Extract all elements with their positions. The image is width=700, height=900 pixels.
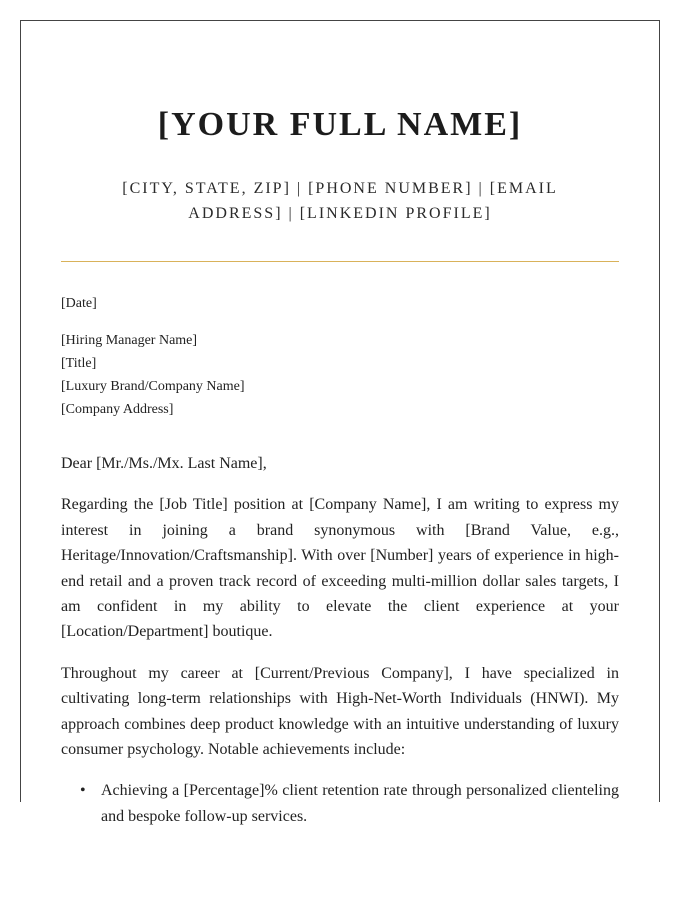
applicant-name-heading: [YOUR FULL NAME] (157, 106, 523, 143)
header-divider (61, 261, 619, 262)
achievement-item (80, 778, 619, 829)
contact-line: [CITY, STATE, ZIP] | [PHONE NUMBER] | [EMAIL ADDRESS] | [LINKEDIN PROFILE] (122, 180, 558, 222)
salutation: Dear [Mr./Ms./Mx. Last Name], (61, 455, 267, 472)
achievement-text: Achieving a [Percentage]% client retention rate through personalized clienteling and bespoke follow-up services. (101, 782, 619, 825)
body-paragraph-2: Throughout my career at [Current/Previous Company], I have specialized in cultivating long-term relationships with High-Net-Worth Individuals (HNWI). My approach combines deep product knowledge with an intuitive understanding of luxury consumer psychology. Notable achievements include: (61, 664, 619, 759)
body-paragraph-1: Regarding the [Job Title] position at [Company Name], I am writing to express my interest in joining a brand synonymous with [Brand Value, e.g., Heritage/Innovation/Craftsmanship]. With over [Number] years of experience in high-end retail and a proven track record of exceeding multi-million dollar sales targets, I am confident in my ability to elevate the client experience at your [Location/Department] boutique. (61, 496, 619, 641)
recipient-manager: [Hiring Manager Name] (61, 333, 198, 348)
recipient-company: [Luxury Brand/Company Name] (61, 379, 245, 394)
letter-page (20, 20, 660, 825)
recipient-title: [Title] (61, 356, 97, 371)
letter-body (61, 451, 619, 829)
recipient-block (61, 329, 619, 421)
letter-date: [Date] (61, 296, 97, 311)
bullet-icon: • (80, 782, 86, 800)
achievements-list (61, 778, 619, 829)
recipient-address: [Company Address] (61, 402, 174, 417)
